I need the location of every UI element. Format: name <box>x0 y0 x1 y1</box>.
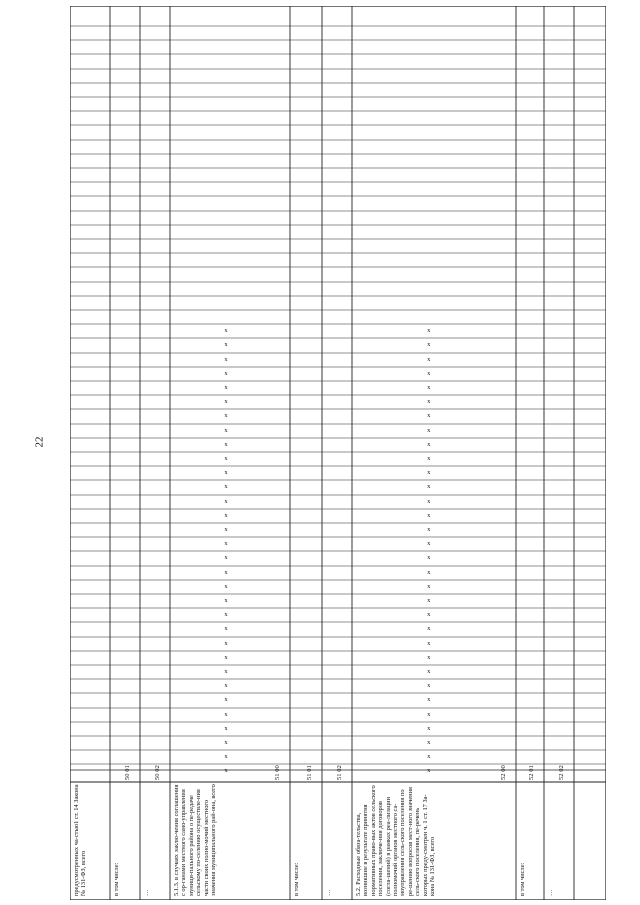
x-mark: x <box>224 327 228 334</box>
x-mark: x <box>224 455 228 462</box>
x-mark: x <box>224 611 228 618</box>
x-mark: x <box>427 569 431 576</box>
x-mark: x <box>224 682 228 689</box>
x-mark: x <box>224 370 228 377</box>
x-mark: x <box>427 356 431 363</box>
x-mark: x <box>224 711 228 718</box>
x-mark: x <box>224 526 228 533</box>
x-mark: x <box>224 412 228 419</box>
x-mark: x <box>427 483 431 490</box>
row-label: … <box>547 889 554 896</box>
x-mark: x <box>427 739 431 746</box>
row-label: в том числе: <box>113 862 120 896</box>
x-mark: x <box>224 469 228 476</box>
row-label: … <box>325 889 332 896</box>
x-mark: x <box>427 611 431 618</box>
row-code: 51 01 <box>306 765 313 780</box>
form-table <box>70 6 606 900</box>
x-mark: x <box>224 569 228 576</box>
x-mark: x <box>224 341 228 348</box>
x-mark: x <box>427 398 431 405</box>
x-mark: x <box>224 398 228 405</box>
x-mark: x <box>427 654 431 661</box>
x-mark: x <box>224 725 228 732</box>
x-mark: x <box>224 512 228 519</box>
x-mark: x <box>427 625 431 632</box>
x-mark: x <box>427 498 431 505</box>
x-mark: x <box>427 412 431 419</box>
row-code: 50 02 <box>154 765 161 780</box>
x-mark: x <box>427 682 431 689</box>
row-code: 51 02 <box>336 765 343 780</box>
row-label: в том числе: <box>519 862 526 896</box>
row-code: 51 00 <box>274 765 281 780</box>
x-mark: x <box>427 427 431 434</box>
x-mark: x <box>224 696 228 703</box>
x-mark: x <box>427 327 431 334</box>
x-mark: x <box>427 725 431 732</box>
x-mark: x <box>427 640 431 647</box>
row-label: в том числе: <box>293 862 300 896</box>
row-label: … <box>143 889 150 896</box>
x-mark: x <box>224 356 228 363</box>
x-mark: x <box>224 540 228 547</box>
x-mark: x <box>224 384 228 391</box>
x-mark: x <box>427 540 431 547</box>
x-mark: x <box>427 753 431 760</box>
x-mark: x <box>427 767 431 774</box>
x-mark: x <box>224 441 228 448</box>
x-mark: x <box>427 554 431 561</box>
x-mark: x <box>427 370 431 377</box>
x-mark: x <box>427 441 431 448</box>
x-mark: x <box>427 526 431 533</box>
row-code: 52 01 <box>528 765 535 780</box>
row-code: 52 00 <box>500 765 507 780</box>
x-mark: x <box>224 668 228 675</box>
row-code: 52 02 <box>558 765 565 780</box>
x-mark: x <box>427 597 431 604</box>
x-mark: x <box>224 640 228 647</box>
x-mark: x <box>427 711 431 718</box>
x-mark: x <box>427 341 431 348</box>
row-code: 50 01 <box>124 765 131 780</box>
x-mark: x <box>224 483 228 490</box>
page-number: 22 <box>33 436 46 448</box>
x-mark: x <box>224 753 228 760</box>
x-mark: x <box>427 696 431 703</box>
x-mark: x <box>224 427 228 434</box>
x-mark: x <box>427 583 431 590</box>
x-mark: x <box>224 498 228 505</box>
x-mark: x <box>224 739 228 746</box>
x-mark: x <box>427 512 431 519</box>
x-mark: x <box>224 625 228 632</box>
x-mark: x <box>224 597 228 604</box>
x-mark: x <box>427 455 431 462</box>
row-label: 5.2. Расходные обяза-тельства, возникшие в результате принятия нормативных право-вых актов сельского поселения, заключе-ния договоров (согла-шений) в рамках реа-лизации полномочий органов местного са-моуправления сель-ского поселения по ре-шению вопросов мест-ного значения сель-ского поселения, пе-речень которых преду-смотрен ч. 1 ст. 17 За-кона № 131-ФЗ, всего <box>355 785 437 896</box>
row-label: 5.1.3. в случаях заклю-чения соглашения с ор-ганами местного само-управления муници-пального района о пе-редаче сельскому по-селению осуществле-ния части своих полно-мочий местного значения муниципального рай-она, всего <box>173 784 218 896</box>
x-mark: x <box>224 583 228 590</box>
row-label: предусмотренных ча-стью1 ст. 14 Закона № 131-ФЗ, всего <box>73 784 88 896</box>
x-mark: x <box>224 767 228 774</box>
x-mark: x <box>224 554 228 561</box>
x-mark: x <box>427 384 431 391</box>
x-mark: x <box>427 469 431 476</box>
x-mark: x <box>427 668 431 675</box>
x-mark: x <box>224 654 228 661</box>
